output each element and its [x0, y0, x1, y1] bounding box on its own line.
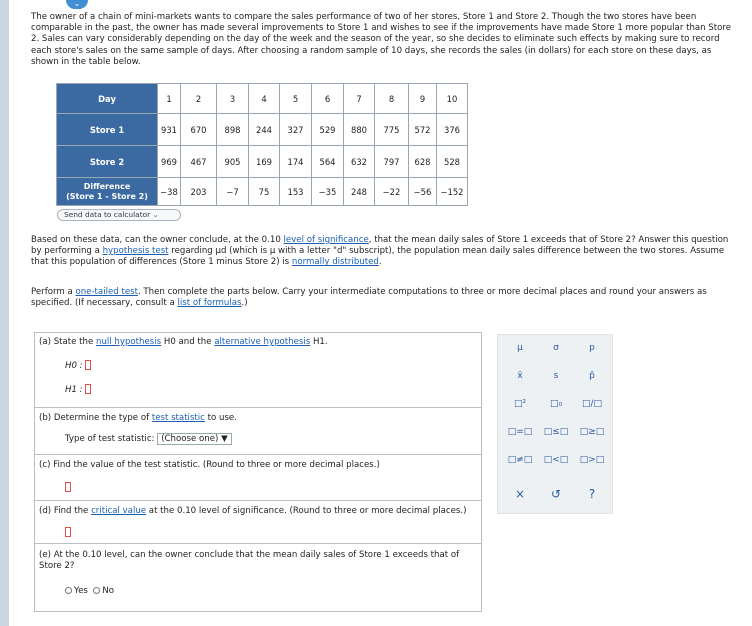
symbol-palette — [497, 334, 613, 514]
header-day: Day — [57, 84, 158, 114]
phat-symbol[interactable]: p̂ — [589, 371, 595, 381]
link-hypothesis-test[interactable]: hypothesis test — [102, 246, 169, 257]
collapse-chevron-icon[interactable]: ⌄ — [66, 0, 88, 9]
link-null-hypothesis[interactable]: null hypothesis — [96, 337, 162, 347]
equals-button[interactable]: □=□ — [507, 427, 533, 437]
s-symbol[interactable]: s — [553, 371, 559, 381]
h1-row: H1 : — [65, 384, 91, 396]
link-level-of-significance[interactable]: level of significance — [283, 235, 369, 245]
lt-button[interactable]: □<□ — [543, 455, 569, 465]
geq-button[interactable]: □≥□ — [579, 427, 605, 437]
instructions-text: Perform a one-tailed test. Then complete the parts below. Carry your intermediate computations to three or more decimal places and round your answers as specified. (If necessary, consult a list of formulas.) — [31, 287, 707, 309]
send-data-button[interactable]: Send data to calculator ⌄ — [57, 209, 181, 221]
subscript-button[interactable]: □₀ — [549, 399, 563, 409]
table-row: Difference (Store 1 - Store 2) −38 203 −7 75 153 −35 248 −22 −56 −152 — [57, 178, 468, 206]
part-d: (d) Find the critical value at the 0.10 level of significance. (Round to three or more decimal places.) — [35, 500, 481, 546]
sales-table — [56, 83, 468, 206]
part-a-prompt: (a) State the null hypothesis H0 and the alternative hypothesis H1. — [39, 337, 328, 347]
superscript-button[interactable]: □² — [513, 399, 527, 409]
table-row: Store 2 969 467 905 169 174 564 632 797 628 528 — [57, 146, 468, 178]
answer-panel — [34, 332, 482, 612]
test-statistic-input[interactable] — [65, 482, 71, 492]
xbar-symbol[interactable]: x̄ — [517, 371, 523, 381]
link-list-of-formulas[interactable]: list of formulas — [177, 298, 242, 309]
help-icon[interactable]: ? — [588, 487, 596, 501]
leq-button[interactable]: □≤□ — [543, 427, 569, 437]
problem-intro: The owner of a chain of mini-markets wants to compare the sales performance of two of her stores, Store 1 and Store 2. Though the two stores have been comparable in the past, the owner has made several improvements to Store 1 and wishes to see if the improvements have made Store 1 more popular than Store 2. Sales can vary considerably depending on the day of the week and the season of the year, so she decides to eliminate such effects by making sure to record each store's sales on the same sample of days. After choosing a random sample of 10 days, she records the sales (in dollars) for each store on these days, as shown in the table below. — [31, 12, 732, 67]
undo-icon[interactable]: ↺ — [550, 487, 562, 501]
part-c: (c) Find the value of the test statistic. (Round to three or more decimal places.) — [35, 454, 481, 500]
link-normally-distributed[interactable]: normally distributed — [291, 257, 379, 268]
test-statistic-select[interactable]: (Choose one) ▼ — [157, 433, 232, 445]
h1-input[interactable] — [85, 384, 91, 394]
link-alternative-hypothesis[interactable]: alternative hypothesis — [214, 337, 311, 347]
mu-symbol[interactable]: μ — [517, 343, 523, 353]
gt-button[interactable]: □>□ — [579, 455, 605, 465]
part-e: (e) At the 0.10 level, can the owner conclude that the mean daily sales of Store 1 exceeds that of Store 2? Yes No — [35, 543, 481, 611]
h0-input[interactable] — [85, 360, 91, 370]
sigma-symbol[interactable]: σ — [553, 343, 559, 353]
link-test-statistic[interactable]: test statistic — [151, 413, 205, 423]
neq-button[interactable]: □≠□ — [507, 455, 533, 465]
table-row: Day 1 2 3 4 5 6 7 8 9 10 — [57, 84, 468, 114]
question-text: Based on these data, can the owner conclude, at the 0.10 level of significance, that the mean daily sales of Store 1 exceeds that of Store 2? Answer this question by performing a hypothesis test regarding μd (which is μ with a letter "d" subscript), the population mean daily sales difference between the two stores. Assume that this population of differences (Store 1 minus Store 2) is normally distributed. — [31, 235, 729, 268]
h0-row: H0 : — [65, 360, 91, 372]
yes-radio[interactable] — [65, 587, 72, 594]
left-gutter — [0, 0, 9, 626]
fraction-button[interactable]: □/□ — [581, 399, 603, 409]
p-symbol[interactable]: p — [589, 343, 595, 353]
chevron-down-icon: ⌄ — [152, 210, 159, 219]
critical-value-input[interactable] — [65, 527, 71, 537]
link-one-tailed-test[interactable]: one-tailed test — [75, 287, 138, 297]
table-row: Store 1 931 670 898 244 327 529 880 775 572 376 — [57, 114, 468, 146]
part-b: (b) Determine the type of test statistic to use. Type of test statistic: (Choose one) ▼ — [35, 407, 481, 453]
no-radio[interactable] — [93, 587, 100, 594]
clear-icon[interactable]: × — [514, 487, 526, 501]
link-critical-value[interactable]: critical value — [91, 506, 147, 516]
